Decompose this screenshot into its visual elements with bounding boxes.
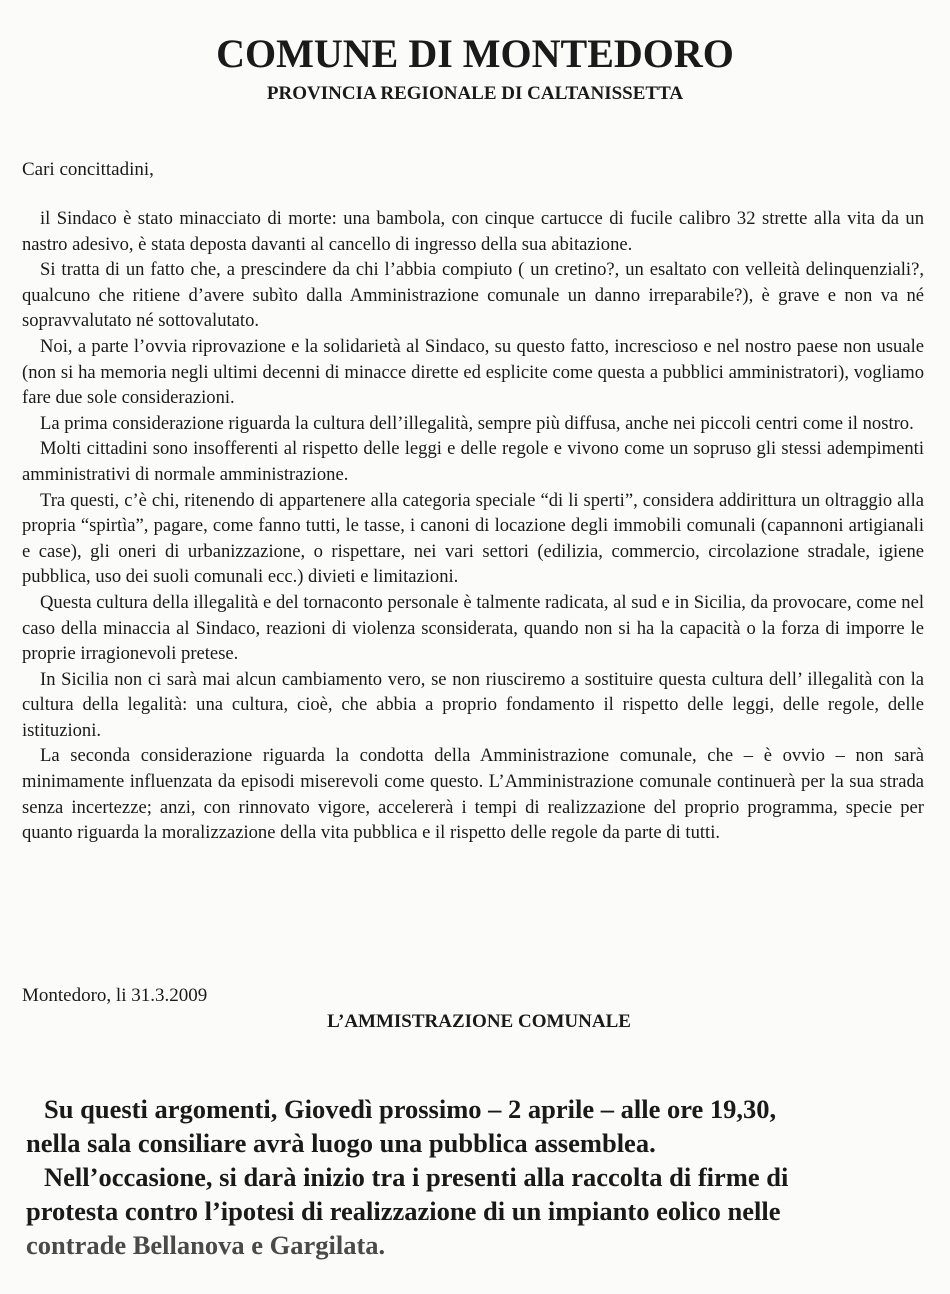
letter-paragraph: Molti cittadini sono insofferenti al rispetto delle leggi e delle regole e vivono come un sopruso gli stessi adempimenti amministrativi di normale amministrazione. (22, 438, 924, 485)
letter-paragraph: il Sindaco è stato minacciato di morte: una bambola, con cinque cartucce di fucile calibro 32 strette alla vita da un nastro adesivo, è stata deposta davanti al cancello di ingresso della sua abitazione. (22, 208, 924, 255)
letter-body (22, 206, 924, 846)
meeting-announcement (26, 1092, 926, 1262)
place-date: Montedoro, li 31.3.2009 (22, 985, 208, 1006)
letter-paragraph: Questa cultura della illegalità e del tornaconto personale è talmente radicata, al sud e in Sicilia, da provocare, come nel caso della minaccia al Sindaco, reazioni di violenza sconsiderata, quando non si ha la capacità o la forza di imporre le proprie irragionevoli pretese. (22, 591, 924, 665)
announcement-line: nella sala consiliare avrà luogo una pubblica assemblea. (26, 1128, 656, 1158)
salutation: Cari concittadini, (22, 159, 154, 180)
letter-paragraph: Noi, a parte l’ovvia riprovazione e la solidarietà al Sindaco, su questo fatto, increscioso e nel nostro paese non usuale (non si ha memoria negli ultimi decenni di minacce dirette ed esplicite come questa a pubblici amministratori), vogliamo fare due sole considerazioni. (22, 335, 924, 409)
letter-paragraph: In Sicilia non ci sarà mai alcun cambiamento vero, se non riusciremo a sostituire questa cultura dell’ illegalità con la cultura della legalità: una cultura, cioè, che abbia a proprio fondamento il rispetto delle leggi, delle regole, delle istituzioni. (22, 668, 924, 741)
letter-paragraph: Si tratta di un fatto che, a prescindere da chi l’abbia compiuto ( un cretino?, un esaltato con velleità delinquenziali?, qualcuno che ritiene d’avere subìto dalla Amministrazione comunale un danno irreparabile?), è grave e non va né sopravvalutato né sottovalutato. (22, 259, 924, 332)
announcement-line: contrade Bellanova e Gargilata. (26, 1230, 386, 1260)
province-subtitle: PROVINCIA REGIONALE DI CALTANISSETTA (266, 83, 684, 104)
announcement-line: protesta contro l’ipotesi di realizzazione di un impianto eolico nelle (26, 1196, 781, 1226)
letter-paragraph: La seconda considerazione riguarda la condotta della Amministrazione comunale, che – è ovvio – non sarà minimamente influenzata da episodi miserevoli come questo. L’Amministrazione comunale continuerà per la sua strada senza incertezze; anzi, con rinnovato vigore, accelererà i tempi di realizzazione del proprio programma, specie per quanto riguarda la moralizzazione della vita pubblica e il rispetto delle regole da parte di tutti. (22, 745, 924, 844)
announcement-line: Su questi argomenti, Giovedì prossimo – 2 aprile – alle ore 19,30, (44, 1094, 777, 1124)
letter-paragraph: Tra questi, c’è chi, ritenendo di appartenere alla categoria speciale “di li sperti”, considera addirittura un oltraggio alla propria “spirtìa”, pagare, come fanno tutti, le tasse, i canoni di locazione degli immobili comunali (capannoni artigianali e case), gli oneri di urbanizzazione, o rispettare, nei vari settori (edilizia, commercio, circolazione stradale, igiene pubblica, uso dei suoli comunali ecc.) divieti e limitazioni. (22, 489, 924, 588)
signature: L’AMMISTRAZIONE COMUNALE (327, 1011, 631, 1032)
municipality-title: COMUNE DI MONTEDORO (216, 31, 734, 76)
letter-paragraph: La prima considerazione riguarda la cultura dell’illegalità, sempre più diffusa, anche nei piccoli centri come il nostro. (40, 412, 914, 434)
announcement-line: Nell’occasione, si darà inizio tra i presenti alla raccolta di firme di (44, 1162, 789, 1192)
